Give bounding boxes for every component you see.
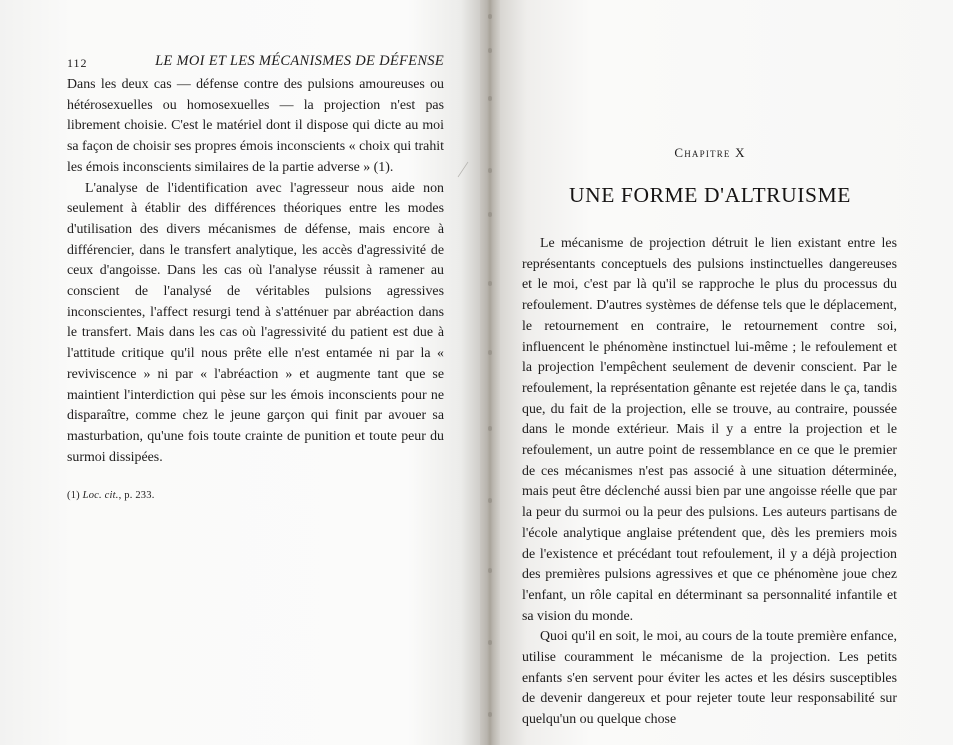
footnote: [67, 490, 155, 501]
chapter-label: Chapitre X: [674, 145, 746, 160]
binding-stitch: [488, 212, 492, 217]
footnote-number: (1): [67, 490, 80, 501]
left-paragraph-2: L'analyse de l'identification avec l'agresseur nous aide non seulement à établir des différences théoriques entre les modes d'utilisation des divers mécanismes de défense, mais encore à différencier, dans le transfert analytique, les accès d'agressivité de ceux d'angoisse. Dans les cas où l'analyse réussit à ramener au conscient de l'analysé de véritables pulsions agressives inconscientes, l'affect resurgi tend à s'atténuer par abréaction dans le transfert. Mais dans les cas où l'agressivité du patient est due à l'attitude critique qu'il nous prête elle n'est entamée ni par la « reviviscence » ni par « l'abréaction » et augmente tant que se maintient l'interdiction qui pèse sur les émois inconscients pour ne disparaître, comme chez le jeune garçon qui finit par avouer sa masturbation, qu'une fois toute crainte de punition et toute peur du surmoi dissipées.: [67, 180, 444, 465]
binding-stitch: [488, 281, 492, 286]
chapter-title: UNE FORME D'ALTRUISME: [568, 183, 852, 207]
book-gutter: [480, 0, 500, 745]
right-body-text: [522, 234, 897, 731]
running-header: [67, 53, 444, 75]
footnote-page: , p. 233.: [118, 490, 155, 501]
binding-stitch: [488, 498, 492, 503]
left-paragraph-1: Dans les deux cas — défense contre des pulsions amoureuses ou hétérosexuelles ou homosexuelles — la projection n'est pas librement choisie. C'est le matériel dont il dispose qui dicte au moi sa façon de choisir ses propres émois inconscients « choix qui trahit les émois inconscients similaires de la partie adverse » (1).: [67, 77, 444, 175]
right-paragraph-1: Le mécanisme de projection détruit le lien existant entre les représentants conceptuels des pulsions instinctuelles dangereuses et le moi, c'est par là qu'il se rapproche le plus du processus du refoulement. D'autres systèmes de défense tels que le déplacement, le retournement en contraire, le retournement contre soi, influencent le phénomène instinctuel lui-même ; le refoulement et la projection l'empêchent seulement de devenir conscient. Par le refoulement, la représentation gênante est rejetée dans le ça, tandis que, du fait de la projection, elle se trouve, au contraire, poussée dans le monde extérieur. Mais il y a entre la projection et le refoulement, un autre point de ressemblance en ce que le premier de ces mécanismes n'est pas associé à une situation déterminée, mais peut être déclenché aussi bien par une angoisse réelle que par la peur du surmoi ou la peur des pulsions. Les auteurs partisans de l'école analytique anglaise prétendent que, dès les premiers mois de l'existence et précédant tout refoulement, il y a déjà projection des premières pulsions agressives et que ce phénomène joue chez l'enfant, un rôle capital en déterminant sa personnalité infantile et sa vision du monde.: [522, 236, 897, 624]
left-body-text: [67, 75, 444, 468]
page-number: 112: [67, 56, 88, 70]
right-page: [500, 0, 953, 745]
binding-stitch: [488, 640, 492, 645]
binding-stitch: [488, 350, 492, 355]
binding-stitch: [488, 48, 492, 53]
footnote-reference: Loc. cit.: [82, 490, 119, 501]
binding-stitch: [488, 712, 492, 717]
pencil-mark-decoration: [457, 160, 469, 178]
running-title: LE MOI ET LES MÉCANISMES DE DÉFENSE: [155, 53, 444, 69]
binding-stitch: [488, 96, 492, 101]
right-paragraph-2: Quoi qu'il en soit, le moi, au cours de la toute première enfance, utilise couramment le mécanisme de la projection. Les petits enfants s'en servent pour éviter les actes et les désirs susceptibles de devenir dangereux et pour rejeter toute leur responsabilité sur quelqu'un ou quelque chose: [522, 629, 897, 728]
binding-stitch: [488, 14, 492, 19]
binding-stitch: [488, 168, 492, 173]
binding-stitch: [488, 568, 492, 573]
binding-stitch: [488, 426, 492, 431]
